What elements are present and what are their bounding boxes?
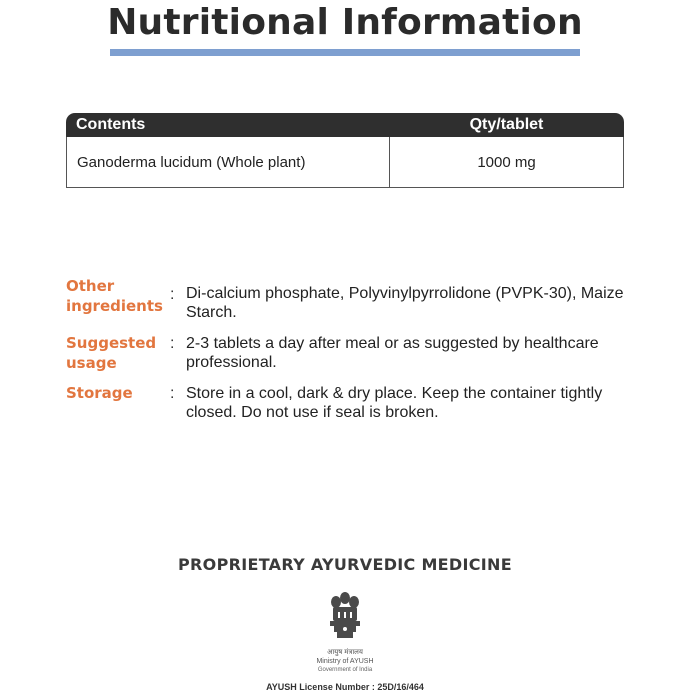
other-ingredients-label-line1: Other xyxy=(66,277,115,295)
product-category: PROPRIETARY AYURVEDIC MEDICINE xyxy=(178,555,512,574)
column-header-contents: Contents xyxy=(76,116,146,133)
other-ingredients-label-line2: ingredients xyxy=(66,297,163,315)
other-ingredients-label xyxy=(66,276,163,316)
other-ingredients-value: Di-calcium phosphate, Polyvinylpyrrolidone (PVPK-30), Maize Starch. xyxy=(186,285,624,321)
suggested-usage-value: 2-3 tablets a day after meal or as suggested by healthcare professional. xyxy=(186,335,599,371)
suggested-usage-label xyxy=(66,333,156,373)
suggested-usage-label-line1: Suggested xyxy=(66,334,157,352)
storage-label: Storage xyxy=(66,384,133,402)
qty-cell: 1000 mg xyxy=(477,154,536,171)
nutrition-table xyxy=(66,113,624,189)
other-ingredients-colon: : xyxy=(170,286,175,303)
storage-colon: : xyxy=(170,385,175,402)
table-row xyxy=(66,137,624,188)
suggested-usage-label-line2: usage xyxy=(66,354,117,372)
suggested-usage-colon: : xyxy=(170,335,175,352)
emblem-hindi-caption: आयुष मंत्रालय xyxy=(327,649,363,656)
government-caption: Government of India xyxy=(317,667,373,673)
content-cell: Ganoderma lucidum (Whole plant) xyxy=(77,154,306,171)
column-header-qty: Qty/tablet xyxy=(469,116,544,133)
national-emblem-icon xyxy=(325,588,365,644)
license-number: AYUSH License Number : 25D/16/464 xyxy=(266,682,424,692)
storage-value: Store in a cool, dark & dry place. Keep the container tightly closed. Do not use if seal is broken. xyxy=(186,385,603,421)
page-title: Nutritional Information xyxy=(107,2,583,43)
ministry-caption: Ministry of AYUSH xyxy=(316,658,374,665)
title-underline xyxy=(110,49,580,56)
table-header xyxy=(66,113,624,137)
